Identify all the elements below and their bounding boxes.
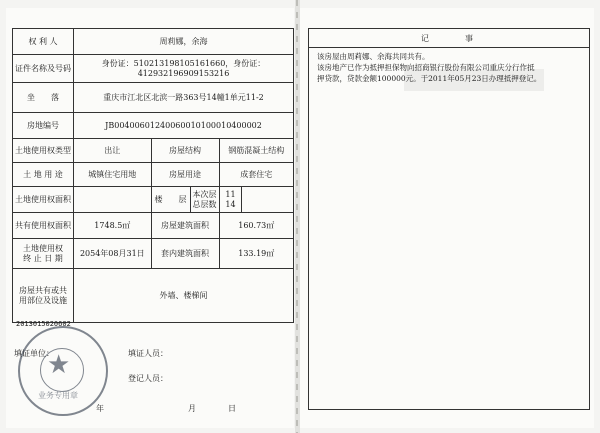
building-area-label: 房屋建筑面积 <box>151 213 219 239</box>
certificate-left-page <box>6 8 294 428</box>
shared-parts-label-line1: 房屋共有或共 <box>19 285 67 295</box>
house-number-value: JB00400601240060010100010400002 <box>74 113 294 139</box>
registrar-label: 登记人员： <box>128 374 168 383</box>
id-label: 证件名称及号码 <box>13 55 74 83</box>
notes-body <box>317 51 583 84</box>
notes-header-char1: 记 <box>421 34 429 43</box>
shared-area-value: 1748.5㎡ <box>74 213 152 239</box>
house-purpose-label: 房屋用途 <box>151 163 219 187</box>
floor-label: 楼 层 <box>151 187 190 213</box>
binding-stitch <box>296 0 298 433</box>
inner-area-label: 套内建筑面积 <box>151 239 219 269</box>
land-purpose-value: 城镇住宅用地 <box>74 163 152 187</box>
note-line: 押贷款，贷款金额100000元。于2011年05月23日办理抵押登记。 <box>317 74 542 83</box>
shared-area-label: 共有使用权面积 <box>13 213 74 239</box>
land-use-type-value: 出让 <box>74 139 152 163</box>
floor-extra <box>242 187 294 213</box>
notes-header-char2: 事 <box>465 34 473 43</box>
shared-parts-label <box>13 269 74 323</box>
structure-value: 钢筋混凝土结构 <box>219 139 293 163</box>
current-floor-label: 本次层 <box>192 189 217 199</box>
date-month-label: 月 <box>188 404 196 413</box>
registration-code: 2013015020602 <box>16 320 71 328</box>
property-info-table <box>12 28 294 323</box>
land-area-value <box>74 187 152 213</box>
fill-unit-label: 填证单位： <box>14 349 54 358</box>
inner-area-value: 133.19㎡ <box>219 239 293 269</box>
note-line: 该房地产已作为抵押担保物向招商银行股份有限公司重庆分行作抵 <box>317 63 535 72</box>
official-seal <box>18 326 108 416</box>
building-area-value: 160.73㎡ <box>219 213 293 239</box>
notes-header <box>309 29 589 48</box>
location-value: 重庆市江北区北滨一路363号14幢1单元11-2 <box>74 83 294 113</box>
note-line: 该房屋由周莉娜、余海共同共有。 <box>317 52 430 61</box>
id-value-line1: 身份证：510213198105161660，身份证： <box>101 58 266 68</box>
term-value: 2054年08月31日 <box>74 239 152 269</box>
current-floor-value: 11 <box>225 189 236 199</box>
notes-table <box>308 28 590 410</box>
house-number-label: 房地编号 <box>13 113 74 139</box>
floor-sub-values <box>219 187 242 213</box>
floor-sub-labels <box>190 187 219 213</box>
shared-parts-value: 外墙、楼梯间 <box>74 269 294 323</box>
term-label-line1: 土地使用权 <box>23 243 63 253</box>
land-use-type-label: 土地使用权类型 <box>13 139 74 163</box>
location-label: 坐 落 <box>13 83 74 113</box>
owner-label: 权 利 人 <box>13 29 74 55</box>
land-area-label: 土地使用权面积 <box>13 187 74 213</box>
total-floor-value: 14 <box>225 199 236 209</box>
seal-text: 业务专用章 <box>38 391 78 400</box>
date-year-label: 年 <box>96 404 104 413</box>
owner-value: 周莉娜，余海 <box>74 29 294 55</box>
land-purpose-label: 土 地 用 途 <box>13 163 74 187</box>
structure-label: 房屋结构 <box>151 139 219 163</box>
certificate-right-page <box>300 8 594 428</box>
house-purpose-value: 成套住宅 <box>219 163 293 187</box>
seal-star-icon: ★ <box>47 350 71 380</box>
filler-label: 填证人员： <box>128 349 168 358</box>
id-value <box>74 55 294 83</box>
total-floor-label: 总层数 <box>192 199 217 209</box>
date-day-label: 日 <box>228 404 236 413</box>
term-label <box>13 239 74 269</box>
id-value-line2: 412932196909153216 <box>137 68 230 78</box>
shared-parts-label-line2: 用部位及设施 <box>19 295 67 305</box>
term-label-line2: 终 止 日 期 <box>23 253 63 263</box>
